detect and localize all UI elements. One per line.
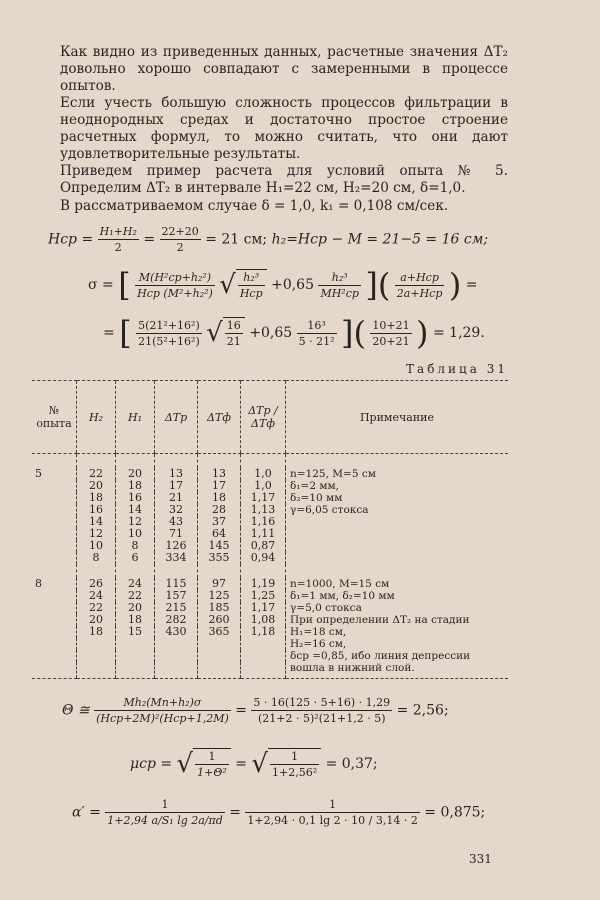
note-cell: δ₁=2 мм, <box>286 480 509 492</box>
h2-formula: h₂=Hср − M = 21−5 = 16 см; <box>271 231 489 248</box>
paragraph-1: Как видно из приведенных данных, расчетные значения ΔT₂ довольно хорошо совпадают с замеренными в процессе опытов. <box>60 44 508 94</box>
header-note: Примечание <box>286 381 509 454</box>
table-cell: 8 <box>77 552 116 564</box>
hcp-frac-1: $\frac{\text{H₁+H₂}}{2}$ <box>99 225 137 254</box>
note-cell: вошла в нижний слой. <box>286 662 509 679</box>
table-cell: 185 <box>198 602 241 614</box>
table-cell <box>116 662 155 679</box>
table-caption: Таблица 31 <box>406 362 508 376</box>
table-cell: 22 <box>116 590 155 602</box>
table-cell: 282 <box>155 614 198 626</box>
header-h1: H₁ <box>116 381 155 454</box>
table-cell: 18 <box>198 492 241 504</box>
table-cell: 157 <box>155 590 198 602</box>
formula-mu: μср = √ $\frac{1}{\text{1+Θ²}}$ = √ $\frac{1}{\text{1+2,56²}}$ = 0,37; <box>130 749 378 779</box>
experiment-number-cell <box>32 614 77 626</box>
table-cell: 37 <box>198 516 241 528</box>
page-number: 331 <box>469 852 492 866</box>
table-cell: 18 <box>77 492 116 504</box>
experiment-number-cell <box>32 590 77 602</box>
table-cell: 12 <box>77 528 116 540</box>
hcp-frac-2: $\frac{22+20}{2}$ <box>161 225 199 254</box>
table-cell: 28 <box>198 504 241 516</box>
table-cell: 24 <box>116 578 155 590</box>
table-cell <box>116 650 155 662</box>
table-cell: 22 <box>77 602 116 614</box>
table-cell: 32 <box>155 504 198 516</box>
table-cell: 1,13 <box>241 504 286 516</box>
table-cell: 21 <box>155 492 198 504</box>
table-cell: 334 <box>155 552 198 564</box>
table-cell: 1,11 <box>241 528 286 540</box>
table-cell: 430 <box>155 626 198 638</box>
experiment-number-cell <box>32 662 77 679</box>
experiment-number-cell <box>32 638 77 650</box>
experiment-number-cell <box>32 492 77 504</box>
table-cell <box>155 650 198 662</box>
table-cell: 13 <box>155 468 198 480</box>
note-cell: γ=5,0 стокса <box>286 602 509 614</box>
paragraph-4: В рассматриваемом случае δ = 1,0, k₁ = 0,108 см/сек. <box>60 198 449 214</box>
experiment-number-cell <box>32 540 77 552</box>
table-cell: 71 <box>155 528 198 540</box>
note-cell: При определении ΔT₂ на стадии <box>286 614 509 626</box>
experiment-number-cell <box>32 650 77 662</box>
table-cell <box>77 638 116 650</box>
note-cell: δ₂=10 мм <box>286 492 509 504</box>
table-cell: 12 <box>116 516 155 528</box>
table-cell <box>77 662 116 679</box>
table-cell <box>241 662 286 679</box>
table-cell: 20 <box>116 602 155 614</box>
table-cell: 1,16 <box>241 516 286 528</box>
experiment-number-cell: 8 <box>35 577 42 590</box>
group-gap <box>32 564 508 578</box>
table-cell: 16 <box>77 504 116 516</box>
table-cell: 18 <box>116 480 155 492</box>
table-cell: 64 <box>198 528 241 540</box>
formula-alpha: α′ = $\frac{1}{\text{1+2,94 a/S₁ lg 2a/πd}}$ = $\frac{1}{1+2,94 \cdot 0,1 \lg 2 \cdot 10 / 3,14 \cdot 2}$ = 0,875; <box>72 798 486 827</box>
header-experiment: № опыта <box>32 381 77 454</box>
table-cell <box>241 650 286 662</box>
table-cell: 260 <box>198 614 241 626</box>
table-row <box>32 662 508 679</box>
table-cell: 20 <box>116 468 155 480</box>
sqrt-sign: √ <box>219 270 236 300</box>
table-cell: 1,18 <box>241 626 286 638</box>
formula-sigma-1: σ = [ $\frac{\text{M(H²ср+h₂²)}}{\text{Hср (M²+h₂²)}}$ √ $\frac{\text{h₂³}}{\text{Hср}}$ +0,65 $\frac{\text{h₂³}}{\text{MH²ср}}$ ]( $\frac{\text{a+Hср}}{\text{2a+Hср}}$ ) = <box>88 266 478 304</box>
table-cell <box>241 638 286 650</box>
table-cell: 20 <box>77 480 116 492</box>
table-cell: 16 <box>116 492 155 504</box>
table-cell: 215 <box>155 602 198 614</box>
note-cell: γ=6,05 стокса <box>286 504 509 516</box>
table-row <box>32 650 508 662</box>
table-cell: 145 <box>198 540 241 552</box>
table-cell <box>198 650 241 662</box>
table-cell: 14 <box>77 516 116 528</box>
table-cell: 1,25 <box>241 590 286 602</box>
experiment-number-cell <box>32 602 77 614</box>
header-h2: H₂ <box>77 381 116 454</box>
table-cell: 1,19 <box>241 578 286 590</box>
table-cell: 365 <box>198 626 241 638</box>
table-cell <box>116 638 155 650</box>
data-table <box>32 380 508 679</box>
formula-theta: Θ ≅ $\frac{\text{Mh₂(Mn+h₂)σ}}{\text{(Hср+2M)²(Hср+1,2M)}}$ = $\frac{5 \cdot 16(125 \cdot 5+16) \cdot 1,29}{\text{(21+2 · 5)²(21+1,2 · 5)}}$ = 2,56; <box>62 696 449 725</box>
table-cell: 26 <box>77 578 116 590</box>
note-cell: H₁=18 см, <box>286 626 509 638</box>
table-cell: 8 <box>116 540 155 552</box>
formula-sigma-2: = [ $\frac{\text{5(21²+16²)}}{\text{21(5²+16²)}}$ √ $\frac{16}{21}$ +0,65 $\frac{\text{16³}}{\text{5 · 21²}}$ ]( $\frac{10+21}{20+21}$ ) = 1,29. <box>103 314 485 352</box>
experiment-number-cell <box>32 504 77 516</box>
hcp-lhs: Hср = <box>48 231 94 248</box>
table-cell <box>77 650 116 662</box>
table-cell <box>155 662 198 679</box>
header-dtf: ΔTф <box>198 381 241 454</box>
table-cell: 22 <box>77 468 116 480</box>
note-cell: H₂=16 см, <box>286 638 509 650</box>
table-cell: 97 <box>198 578 241 590</box>
table-row <box>32 552 508 564</box>
experiment-number-cell <box>32 626 77 638</box>
note-cell: n=1000, M=15 см <box>286 578 509 590</box>
table-cell: 14 <box>116 504 155 516</box>
experiment-number-cell <box>32 552 77 564</box>
table-row <box>32 626 508 638</box>
formula-hcp: Hср = $\frac{\text{H₁+H₂}}{2}$ = $\frac{22+20}{2}$ = 21 см; h₂=Hср − M = 21−5 = 16 см; <box>48 225 489 254</box>
table-cell: 10 <box>77 540 116 552</box>
table-cell: 1,0 <box>241 480 286 492</box>
table-cell: 0,94 <box>241 552 286 564</box>
table-cell: 18 <box>77 626 116 638</box>
header-ratio: ΔTр / ΔTф <box>241 381 286 454</box>
paragraph-3: Приведем пример расчета для условий опыта № 5. Определим ΔT₂ в интервале H₁=22 см, H₂=20 см, δ=1,0. <box>60 163 508 196</box>
experiment-number-cell <box>32 528 77 540</box>
note-cell <box>286 552 509 564</box>
table-cell: 1,17 <box>241 492 286 504</box>
table-cell: 10 <box>116 528 155 540</box>
table-cell <box>155 638 198 650</box>
hcp-result: = 21 см; <box>205 231 268 248</box>
header-dtr: ΔTр <box>155 381 198 454</box>
note-cell <box>286 528 509 540</box>
experiment-number-cell <box>32 516 77 528</box>
table-body <box>32 454 508 679</box>
table-cell: 115 <box>155 578 198 590</box>
table-cell: 126 <box>155 540 198 552</box>
table-cell: 1,0 <box>241 468 286 480</box>
note-cell: n=125, M=5 см <box>286 468 509 480</box>
table-cell: 0,87 <box>241 540 286 552</box>
table-cell: 17 <box>155 480 198 492</box>
experiment-number-cell <box>32 480 77 492</box>
table-cell: 18 <box>116 614 155 626</box>
table-cell: 6 <box>116 552 155 564</box>
table-cell: 43 <box>155 516 198 528</box>
table-cell: 13 <box>198 468 241 480</box>
note-cell <box>286 516 509 528</box>
table-cell: 15 <box>116 626 155 638</box>
paragraph-2: Если учесть большую сложность процессов фильтрации в неоднородных средах и достаточно простое строение расчетных формул, то можно считать, что они дают удовлетворительные результаты. <box>60 95 508 162</box>
note-cell: δср =0,85, ибо линия депрессии <box>286 650 509 662</box>
table-cell: 20 <box>77 614 116 626</box>
note-cell <box>286 540 509 552</box>
note-cell: δ₁=1 мм, δ₂=10 мм <box>286 590 509 602</box>
table-cell: 1,08 <box>241 614 286 626</box>
table-cell: 1,17 <box>241 602 286 614</box>
table-cell: 17 <box>198 480 241 492</box>
table-cell: 24 <box>77 590 116 602</box>
experiment-number-cell: 5 <box>35 467 42 480</box>
table-cell <box>198 662 241 679</box>
table-cell: 355 <box>198 552 241 564</box>
table-row <box>32 638 508 650</box>
table-cell: 125 <box>198 590 241 602</box>
table-cell <box>198 638 241 650</box>
